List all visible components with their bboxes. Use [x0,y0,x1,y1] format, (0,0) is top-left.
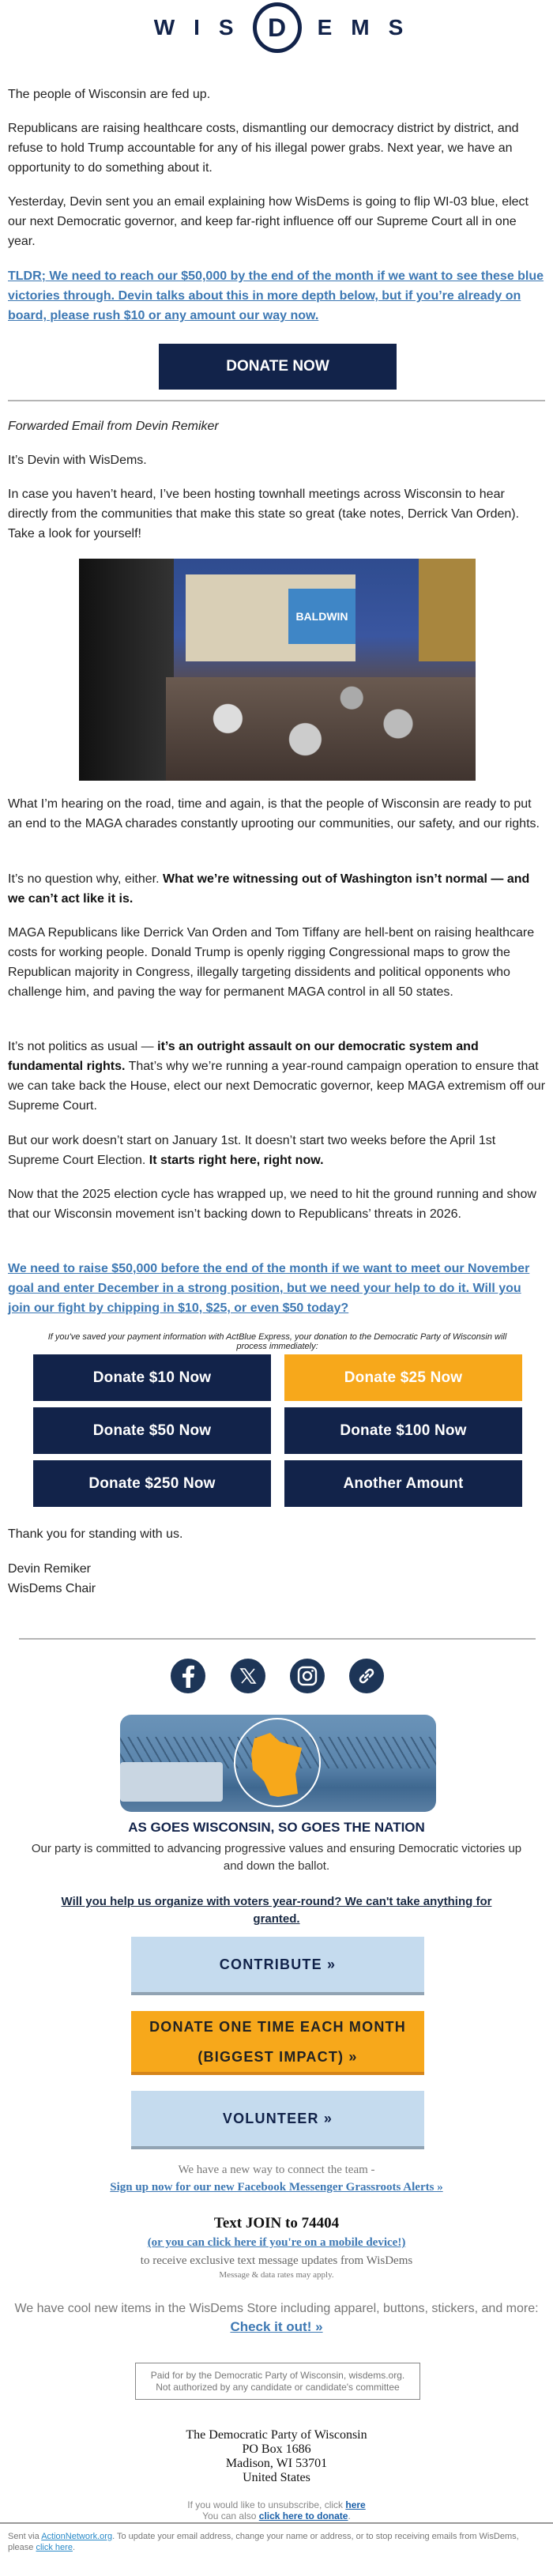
donate-100-button[interactable]: Donate $100 Now [284,1407,522,1454]
forward-p4 [8,869,547,909]
volunteer-button[interactable]: VOLUNTEER » [131,2091,424,2149]
mobile-link[interactable]: (or you can click here if you're on a mobile device!) [147,2236,406,2249]
forwarded-header: Forwarded Email from Devin Remiker [8,420,219,433]
townhall-photo [79,559,476,781]
forward-p3: What I’m hearing on the road, time and again, is that the people of Wisconsin are ready to put an end to the MAGA charades constantly uprooting our communities, our safety, and our rights. [8,797,540,830]
p6-bold: it’s an outright assault on our democratic system and fundamental rights. [8,1040,479,1073]
actionnetwork-link[interactable]: ActionNetwork.org [41,2532,113,2541]
monthly-donate-button[interactable]: DONATE ONE TIME EACH MONTH (BIGGEST IMPACT) » [131,2011,424,2075]
x-icon[interactable] [231,1659,265,1693]
messenger-link[interactable]: Sign up now for our new Facebook Messenger Grassroots Alerts » [110,2181,443,2194]
signature-title: WisDems Chair [8,1582,96,1595]
connect-text: We have a new way to connect the team - [178,2164,375,2176]
ask-link[interactable]: We need to raise $50,000 before the end of the month if we want to meet our November goal and enter December in a strong position, but we need your help to do it. Will you join our fight by chipping in $10, $25, or even $50 today? [8,1262,530,1315]
address-line: Madison, WI 53701 [225,2457,328,2470]
manage-email-link[interactable]: click here [36,2543,73,2552]
tldr-link[interactable]: TLDR; We need to reach our $50,000 by the end of the month if we want to see these blue victories through. Devin talks about this in more depth below, but if you’re already on board, please rush $10 or any amount our way now. [8,269,544,322]
logo-right: EMS [317,15,423,40]
logo-d: D [268,13,287,42]
store-link[interactable]: Check it out! » [230,2319,323,2334]
thanks: Thank you for standing with us. [8,1527,183,1541]
p4-bold: What we’re witnessing out of Washington isn’t normal — and we can’t act like it is. [8,872,530,906]
forward-p1: It’s Devin with WisDems. [8,454,147,467]
wisconsin-state-icon [246,1731,310,1802]
divider [8,400,545,401]
intro-p2: Republicans are raising healthcare costs, dismantling our democracy district by district, and refuse to hold Trump accountable for any of his illegal power grabs. Next year, we have an opportunity to do something about it. [8,122,519,175]
another-amount-button[interactable]: Another Amount [284,1460,522,1507]
sent-text: . To update your email address, change your name or address, or to stop receiving emails from WisDems, please [8,2532,519,2552]
logo-d-circle [253,2,302,53]
link-icon[interactable] [349,1659,384,1693]
unsubscribe-link[interactable]: here [345,2499,366,2510]
p7-bold: It starts right here, right now. [149,1154,324,1167]
wisdems-logo [134,2,423,54]
store-text: We have cool new items in the WisDems Store including apparel, buttons, stickers, and more: [14,2302,539,2315]
forward-p2: In case you haven’t heard, I’ve been hosting townhall meetings across Wisconsin to hear directly from the communities that make this state so great (take notes, Derrick Van Orden). Take a look for yourself! [8,488,520,540]
p6-text: It’s not politics as usual — [8,1040,158,1053]
receive-text: to receive exclusive text message updates from WisDems [140,2254,413,2267]
unsubscribe-label: If you would like to unsubscribe, click [187,2499,346,2510]
forward-p8: Now that the 2025 election cycle has wrapped up, we need to hit the ground running and show that our Wisconsin movement isn’t backing down to Republicans’ threats in 2026. [8,1188,536,1221]
paid-for-line-1: Paid for by the Democratic Party of Wisconsin, wisdems.org. [150,2370,405,2381]
sent-label: Sent via [8,2532,42,2541]
also-label: You can also [202,2510,259,2521]
facebook-icon[interactable] [171,1659,205,1693]
wisconsin-banner [120,1715,436,1812]
address-line: The Democratic Party of Wisconsin [186,2428,367,2442]
forward-p7 [8,1131,547,1170]
instagram-icon[interactable] [290,1659,325,1693]
contribute-button[interactable]: CONTRIBUTE » [131,1937,424,1995]
donate-10-button[interactable]: Donate $10 Now [33,1354,271,1401]
forward-p6 [8,1037,547,1116]
period: . [72,2543,76,2552]
rates-text: Message & data rates may apply. [219,2270,334,2280]
signature-name: Devin Remiker [8,1562,91,1576]
footer-donate-link[interactable]: click here to donate [258,2510,348,2521]
text-join: Text JOIN to 74404 [213,2215,340,2231]
unsubscribe-text [0,2499,553,2510]
period: . [348,2510,351,2521]
organize-link[interactable]: Will you help us organize with voters year-round? We can't take anything for granted. [61,1895,492,1926]
mailing-address [0,2428,553,2485]
donate-now-button[interactable]: DONATE NOW [159,344,397,390]
address-line: PO Box 1686 [242,2442,311,2456]
intro-p1: The people of Wisconsin are fed up. [8,88,211,101]
donate-50-button[interactable]: Donate $50 Now [33,1407,271,1454]
footer-bar-divider [0,2522,553,2524]
p7-text: But our work doesn’t start on January 1st. It doesn’t start two weeks before the April 1st Supreme Court Election. [8,1134,496,1167]
actblue-express-note: If you've saved your payment information with ActBlue Express, your donation to the Democratic Party of Wisconsin will process immediately: [47,1332,507,1351]
address-line: United States [243,2471,310,2484]
p6-text-2: That’s why we’re running a year-round campaign operation to ensure that we can take back the House, elect our next Democratic governor, keep MAGA extremism off our Supreme Court. [8,1060,546,1113]
donate-250-button[interactable]: Donate $250 Now [33,1460,271,1507]
intro-p3: Yesterday, Devin sent you an email explaining how WisDems is going to flip WI-03 blue, elect our next Democratic governor, and keep far-right influence off our Supreme Court all in one year. [8,195,529,248]
p4-text: It’s no question why, either. [8,872,163,886]
footer-sub: Our party is committed to advancing progressive values and ensuring Democratic victories up and down the ballot. [31,1842,522,1873]
photo-sign: BALDWIN [288,589,356,644]
donate-25-button[interactable]: Donate $25 Now [284,1354,522,1401]
logo-left: WIS [153,15,253,40]
donate-text [0,2510,553,2521]
footer-heading: AS GOES WISCONSIN, SO GOES THE NATION [128,1820,425,1835]
sent-via-text [8,2531,545,2553]
paid-for-line-2: Not authorized by any candidate or candidate's committee [156,2382,400,2393]
footer-divider [19,1638,536,1640]
paid-for-box [135,2363,420,2400]
forward-p5: MAGA Republicans like Derrick Van Orden and Tom Tiffany are hell-bent on raising healthcare costs for working people. Donald Trump is openly rigging Congressional maps to grow the Republican majority in Congress, illegally targeting dissidents and political opponents who challenge him, and paving the way for permanent MAGA control in all 50 states. [8,926,535,999]
